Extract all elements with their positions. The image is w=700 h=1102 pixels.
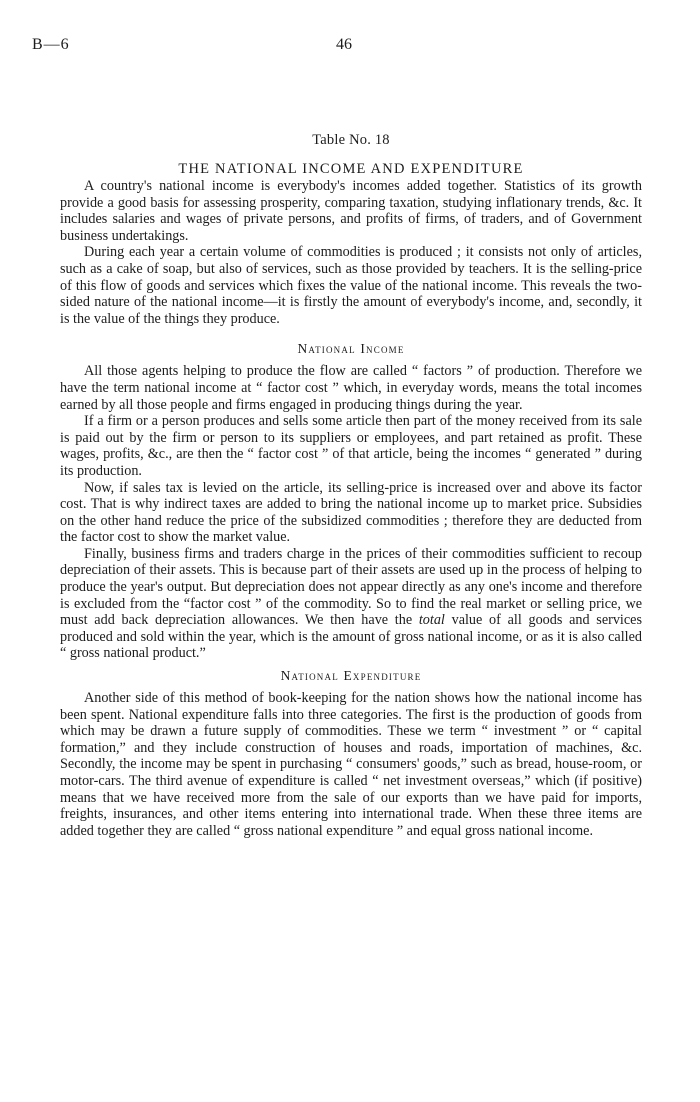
section-heading-national-expenditure: National Expenditure — [280, 668, 422, 684]
income-paragraph: All those agents helping to produce the flow are called “ factors ” of production. Therefore we have the term national income at “ factor cost ” which, in everyday words, means the total incomes earned by all those people and firms engaged in producing things during the year. — [60, 363, 642, 413]
page-number: 46 — [336, 36, 352, 53]
text-run: Finally, business firms and traders charge in the prices of their commodities sufficient to recoup depreciation of their assets. This is because part of their assets are used up in the process of helping to produce the year's output. But depreciation does not appear directly as any one's income and therefore is excluded from the “factor cost ” of the commodity. So to find the real market or selling price, we must add back depreciation allowances. We then have the — [60, 545, 642, 629]
section-heading-national-income: National Income — [297, 341, 405, 357]
text-run: value of all goods and services produced and sold within the year, which is the amount of gross national income, or as it is also called “ gross national product.” — [60, 612, 642, 662]
intro-paragraph: A country's national income is everybody's incomes added together. Statistics of its growth provide a good basis for assessing prosperity, comparing taxation, studying inflationary trends, &c. It includes salaries and wages of private persons, and profits of firms, of traders, and of Government business undertakings. — [60, 178, 642, 244]
income-paragraph: If a firm or a person produces and sells some article then part of the money received from its sale is paid out by the firm or person to its suppliers or employees, and part retained as profit. These wages, profits, &c., are then the “ factor cost ” of that article, being the incomes “ generated ” during its production. — [60, 413, 642, 479]
income-paragraph: Now, if sales tax is levied on the article, its selling-price is increased over and above its factor cost. That is why indirect taxes are added to bring the national income up to market price. Subsidies on the other hand reduce the price of the subsidized commodities ; therefore they are deducted from the factor cost to show the market value. — [60, 479, 642, 546]
income-paragraph-final — [60, 546, 642, 662]
intro-paragraph: During each year a certain volume of commodities is produced ; it consists not only of articles, such as a cake of soap, but also of services, such as those provided by teachers. It is the selling-price of this flow of goods and services which fixes the value of the national income. This reveals the two-sided nature of the national income—it is firstly the amount of everybody's income, and, secondly, it is the value of the things they produce. — [60, 244, 642, 327]
emphasis-text: total — [418, 612, 445, 629]
document-title: THE NATIONAL INCOME AND EXPENDITURE — [178, 161, 524, 177]
expenditure-paragraph: Another side of this method of book-keeping for the nation shows how the national income has been spent. National expenditure falls into three categories. The first is the production of goods from which may be drawn a future supply of commodities. These we term “ investment ” or “ capital formation,” and they include construction of houses and roads, importation of machines, &c. Secondly, the income may be spent in purchasing “ consumers' goods,” such as bread, house-room, or motor-cars. The third avenue of expenditure is called “ net investment overseas,” which (if positive) means that we have received more from the sale of our exports than we have paid for imports, freights, insurances, and other items entering into international trade. When these three items are added together they are called “ gross national expenditure ” and equal gross national income. — [60, 690, 642, 839]
document-body — [60, 132, 642, 839]
page-ref: B—6 — [32, 36, 70, 53]
table-label: Table No. 18 — [312, 132, 390, 148]
